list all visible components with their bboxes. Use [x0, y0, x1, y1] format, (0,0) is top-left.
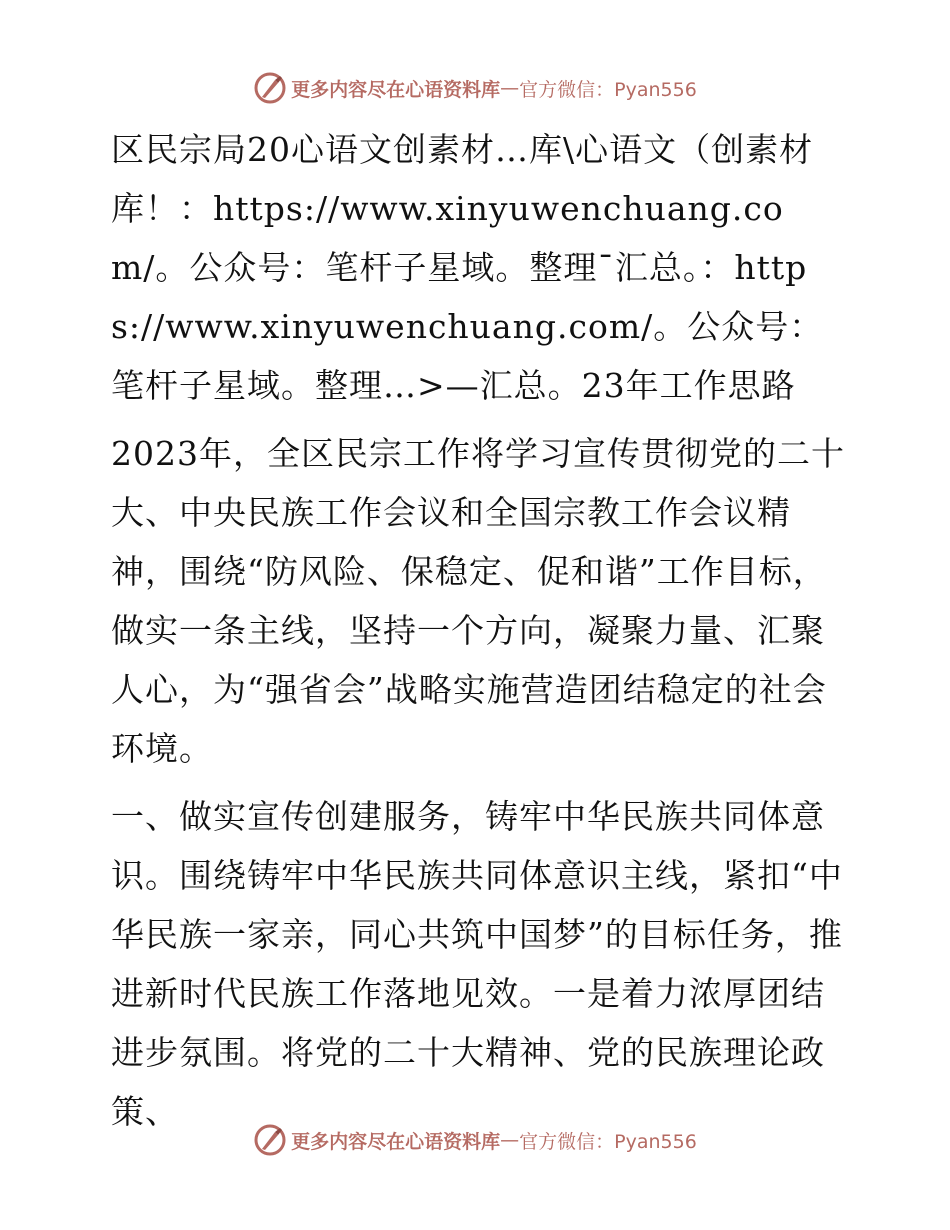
- quill-logo-icon: [253, 71, 287, 105]
- paragraph-section-one: 一、做实宣传创建服务，铸牢中华民族共同体意识。围绕铸牢中华民族共同体意识主线，紧扣“中华民族一家亲，同心共筑中国梦”的目标任务，推进新时代民族工作落地见效。一是着力浓厚团结进步氛围。将党的二十大精神、党的民族理论政策、: [111, 797, 843, 1131]
- watermark-separator: —: [500, 77, 520, 99]
- footer-watermark: [0, 1120, 950, 1160]
- paragraph-intro: 2023年，全区民宗工作将学习宣传贯彻党的二十大、中央民族工作会议和全国宗教工作会议精神，围绕“防风险、保稳定、促和谐”工作目标，做实一条主线，坚持一个方向，凝聚力量、汇聚人心，为“强省会”战略实施营造团结稳定的社会环境。: [111, 434, 845, 768]
- watermark-separator: —: [500, 1129, 520, 1151]
- watermark-wechat-text: 官方微信：Pyan556: [519, 1130, 697, 1153]
- watermark-site-text: 更多内容尽在心语资料库: [291, 78, 501, 101]
- watermark-site-text: 更多内容尽在心语资料库: [291, 1130, 501, 1153]
- quill-logo-icon: [253, 1123, 287, 1157]
- header-watermark: [0, 68, 950, 108]
- watermark-wechat-text: 官方微信：Pyan556: [519, 78, 697, 101]
- document-body: [97, 120, 857, 1141]
- paragraph-title: 区民宗局20心语文创素材…库\心语文（创素材库！：https://www.xinyuwenchuang.com/。公众号：笔杆子星域。整理¯汇总。：https://www.xinyuwenchuang.com/。公众号：笔杆子星域。整理…>—汇总。23年工作思路: [111, 130, 824, 405]
